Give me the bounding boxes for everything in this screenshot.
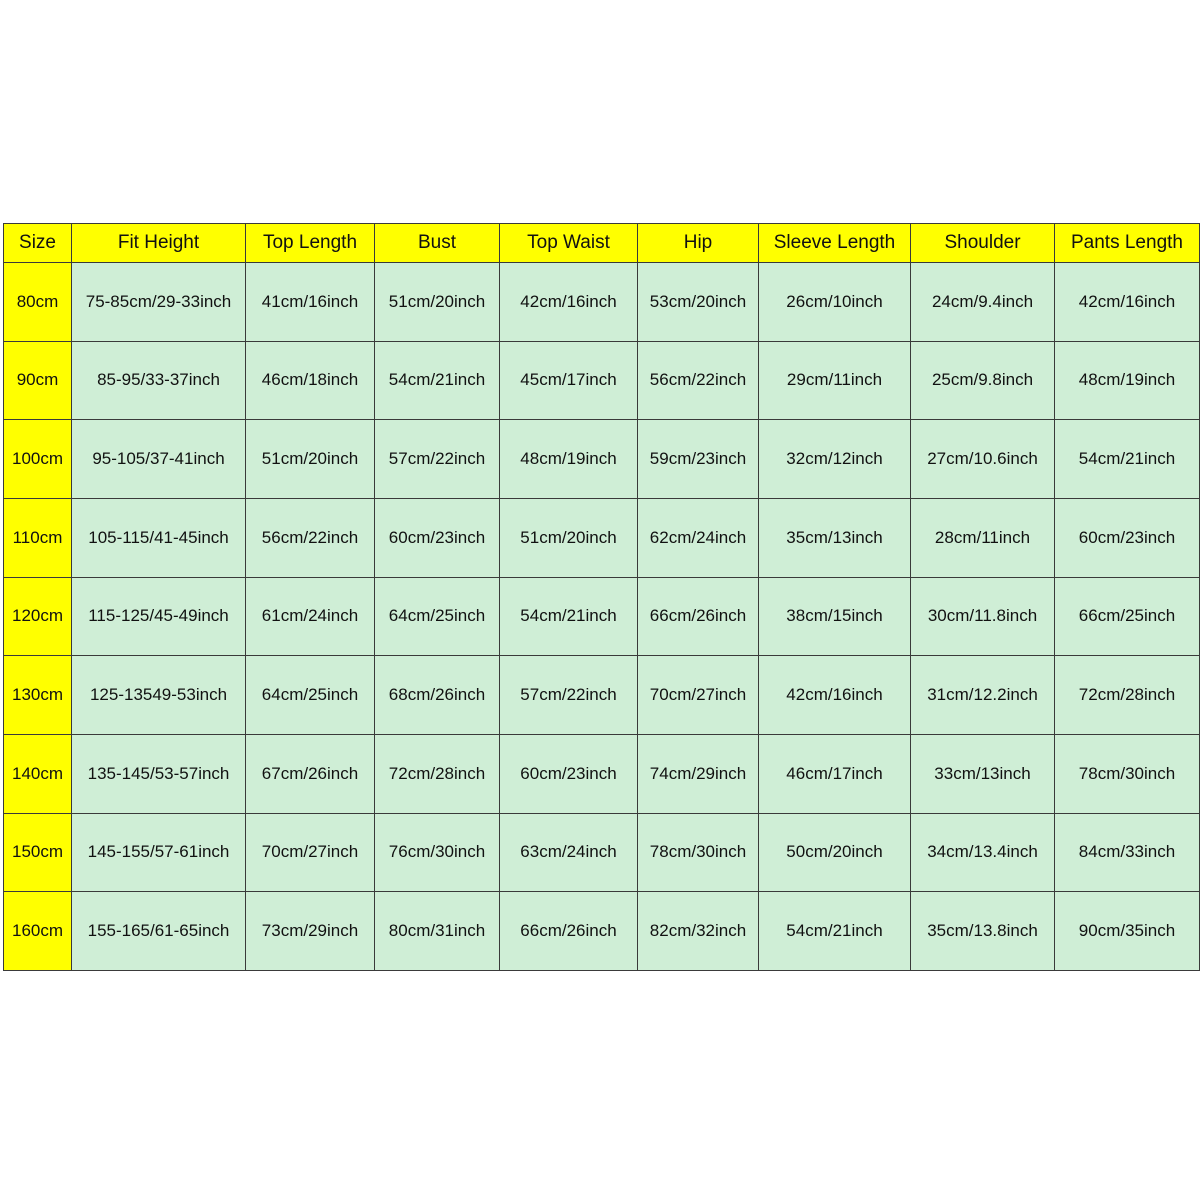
- cell-top-length: 56cm/22inch: [246, 498, 375, 577]
- cell-sleeve-length: 54cm/21inch: [759, 892, 911, 971]
- cell-fit-height: 115-125/45-49inch: [72, 577, 246, 656]
- column-header-shoulder: Shoulder: [911, 224, 1055, 263]
- cell-hip: 82cm/32inch: [638, 892, 759, 971]
- size-cell: 80cm: [4, 263, 72, 342]
- cell-shoulder: 31cm/12.2inch: [911, 656, 1055, 735]
- table-row: [4, 892, 1200, 971]
- cell-shoulder: 25cm/9.8inch: [911, 341, 1055, 420]
- table-row: [4, 341, 1200, 420]
- cell-shoulder: 35cm/13.8inch: [911, 892, 1055, 971]
- size-cell: 120cm: [4, 577, 72, 656]
- cell-hip: 56cm/22inch: [638, 341, 759, 420]
- cell-pants-length: 42cm/16inch: [1055, 263, 1200, 342]
- column-header-top-length: Top Length: [246, 224, 375, 263]
- cell-top-length: 67cm/26inch: [246, 734, 375, 813]
- size-cell: 150cm: [4, 813, 72, 892]
- table-body: [4, 263, 1200, 971]
- cell-sleeve-length: 32cm/12inch: [759, 420, 911, 499]
- column-header-pants-length: Pants Length: [1055, 224, 1200, 263]
- cell-pants-length: 60cm/23inch: [1055, 498, 1200, 577]
- cell-shoulder: 24cm/9.4inch: [911, 263, 1055, 342]
- cell-top-waist: 48cm/19inch: [500, 420, 638, 499]
- cell-sleeve-length: 50cm/20inch: [759, 813, 911, 892]
- size-cell: 100cm: [4, 420, 72, 499]
- cell-sleeve-length: 42cm/16inch: [759, 656, 911, 735]
- cell-sleeve-length: 46cm/17inch: [759, 734, 911, 813]
- column-header-sleeve-length: Sleeve Length: [759, 224, 911, 263]
- size-cell: 140cm: [4, 734, 72, 813]
- table-row: [4, 577, 1200, 656]
- cell-top-length: 51cm/20inch: [246, 420, 375, 499]
- cell-top-waist: 42cm/16inch: [500, 263, 638, 342]
- cell-hip: 62cm/24inch: [638, 498, 759, 577]
- column-header-size: Size: [4, 224, 72, 263]
- cell-shoulder: 27cm/10.6inch: [911, 420, 1055, 499]
- cell-fit-height: 85-95/33-37inch: [72, 341, 246, 420]
- size-cell: 130cm: [4, 656, 72, 735]
- column-header-hip: Hip: [638, 224, 759, 263]
- cell-fit-height: 125-13549-53inch: [72, 656, 246, 735]
- cell-fit-height: 155-165/61-65inch: [72, 892, 246, 971]
- cell-hip: 66cm/26inch: [638, 577, 759, 656]
- cell-top-waist: 51cm/20inch: [500, 498, 638, 577]
- column-header-top-waist: Top Waist: [500, 224, 638, 263]
- cell-fit-height: 105-115/41-45inch: [72, 498, 246, 577]
- cell-fit-height: 95-105/37-41inch: [72, 420, 246, 499]
- column-header-bust: Bust: [375, 224, 500, 263]
- cell-top-waist: 60cm/23inch: [500, 734, 638, 813]
- cell-sleeve-length: 38cm/15inch: [759, 577, 911, 656]
- cell-sleeve-length: 29cm/11inch: [759, 341, 911, 420]
- cell-bust: 72cm/28inch: [375, 734, 500, 813]
- header-row: [4, 224, 1200, 263]
- cell-hip: 74cm/29inch: [638, 734, 759, 813]
- cell-bust: 57cm/22inch: [375, 420, 500, 499]
- size-cell: 160cm: [4, 892, 72, 971]
- column-header-fit-height: Fit Height: [72, 224, 246, 263]
- cell-hip: 70cm/27inch: [638, 656, 759, 735]
- cell-pants-length: 84cm/33inch: [1055, 813, 1200, 892]
- cell-sleeve-length: 35cm/13inch: [759, 498, 911, 577]
- cell-top-waist: 63cm/24inch: [500, 813, 638, 892]
- cell-top-length: 64cm/25inch: [246, 656, 375, 735]
- cell-shoulder: 30cm/11.8inch: [911, 577, 1055, 656]
- table-row: [4, 263, 1200, 342]
- cell-pants-length: 72cm/28inch: [1055, 656, 1200, 735]
- cell-top-length: 46cm/18inch: [246, 341, 375, 420]
- cell-top-length: 61cm/24inch: [246, 577, 375, 656]
- cell-top-waist: 54cm/21inch: [500, 577, 638, 656]
- cell-bust: 54cm/21inch: [375, 341, 500, 420]
- cell-shoulder: 33cm/13inch: [911, 734, 1055, 813]
- cell-bust: 76cm/30inch: [375, 813, 500, 892]
- cell-fit-height: 145-155/57-61inch: [72, 813, 246, 892]
- cell-bust: 51cm/20inch: [375, 263, 500, 342]
- cell-sleeve-length: 26cm/10inch: [759, 263, 911, 342]
- cell-top-length: 70cm/27inch: [246, 813, 375, 892]
- table-row: [4, 813, 1200, 892]
- cell-pants-length: 48cm/19inch: [1055, 341, 1200, 420]
- size-chart-table: [3, 223, 1200, 971]
- cell-top-waist: 66cm/26inch: [500, 892, 638, 971]
- cell-bust: 80cm/31inch: [375, 892, 500, 971]
- cell-top-length: 73cm/29inch: [246, 892, 375, 971]
- cell-pants-length: 54cm/21inch: [1055, 420, 1200, 499]
- cell-top-waist: 45cm/17inch: [500, 341, 638, 420]
- cell-hip: 53cm/20inch: [638, 263, 759, 342]
- cell-fit-height: 135-145/53-57inch: [72, 734, 246, 813]
- cell-fit-height: 75-85cm/29-33inch: [72, 263, 246, 342]
- table-row: [4, 420, 1200, 499]
- cell-shoulder: 34cm/13.4inch: [911, 813, 1055, 892]
- cell-pants-length: 66cm/25inch: [1055, 577, 1200, 656]
- cell-pants-length: 78cm/30inch: [1055, 734, 1200, 813]
- table-row: [4, 734, 1200, 813]
- cell-bust: 68cm/26inch: [375, 656, 500, 735]
- cell-pants-length: 90cm/35inch: [1055, 892, 1200, 971]
- size-cell: 110cm: [4, 498, 72, 577]
- cell-bust: 60cm/23inch: [375, 498, 500, 577]
- cell-top-length: 41cm/16inch: [246, 263, 375, 342]
- cell-hip: 78cm/30inch: [638, 813, 759, 892]
- cell-bust: 64cm/25inch: [375, 577, 500, 656]
- table-row: [4, 498, 1200, 577]
- cell-hip: 59cm/23inch: [638, 420, 759, 499]
- table-header: [4, 224, 1200, 263]
- cell-top-waist: 57cm/22inch: [500, 656, 638, 735]
- cell-shoulder: 28cm/11inch: [911, 498, 1055, 577]
- size-cell: 90cm: [4, 341, 72, 420]
- table-row: [4, 656, 1200, 735]
